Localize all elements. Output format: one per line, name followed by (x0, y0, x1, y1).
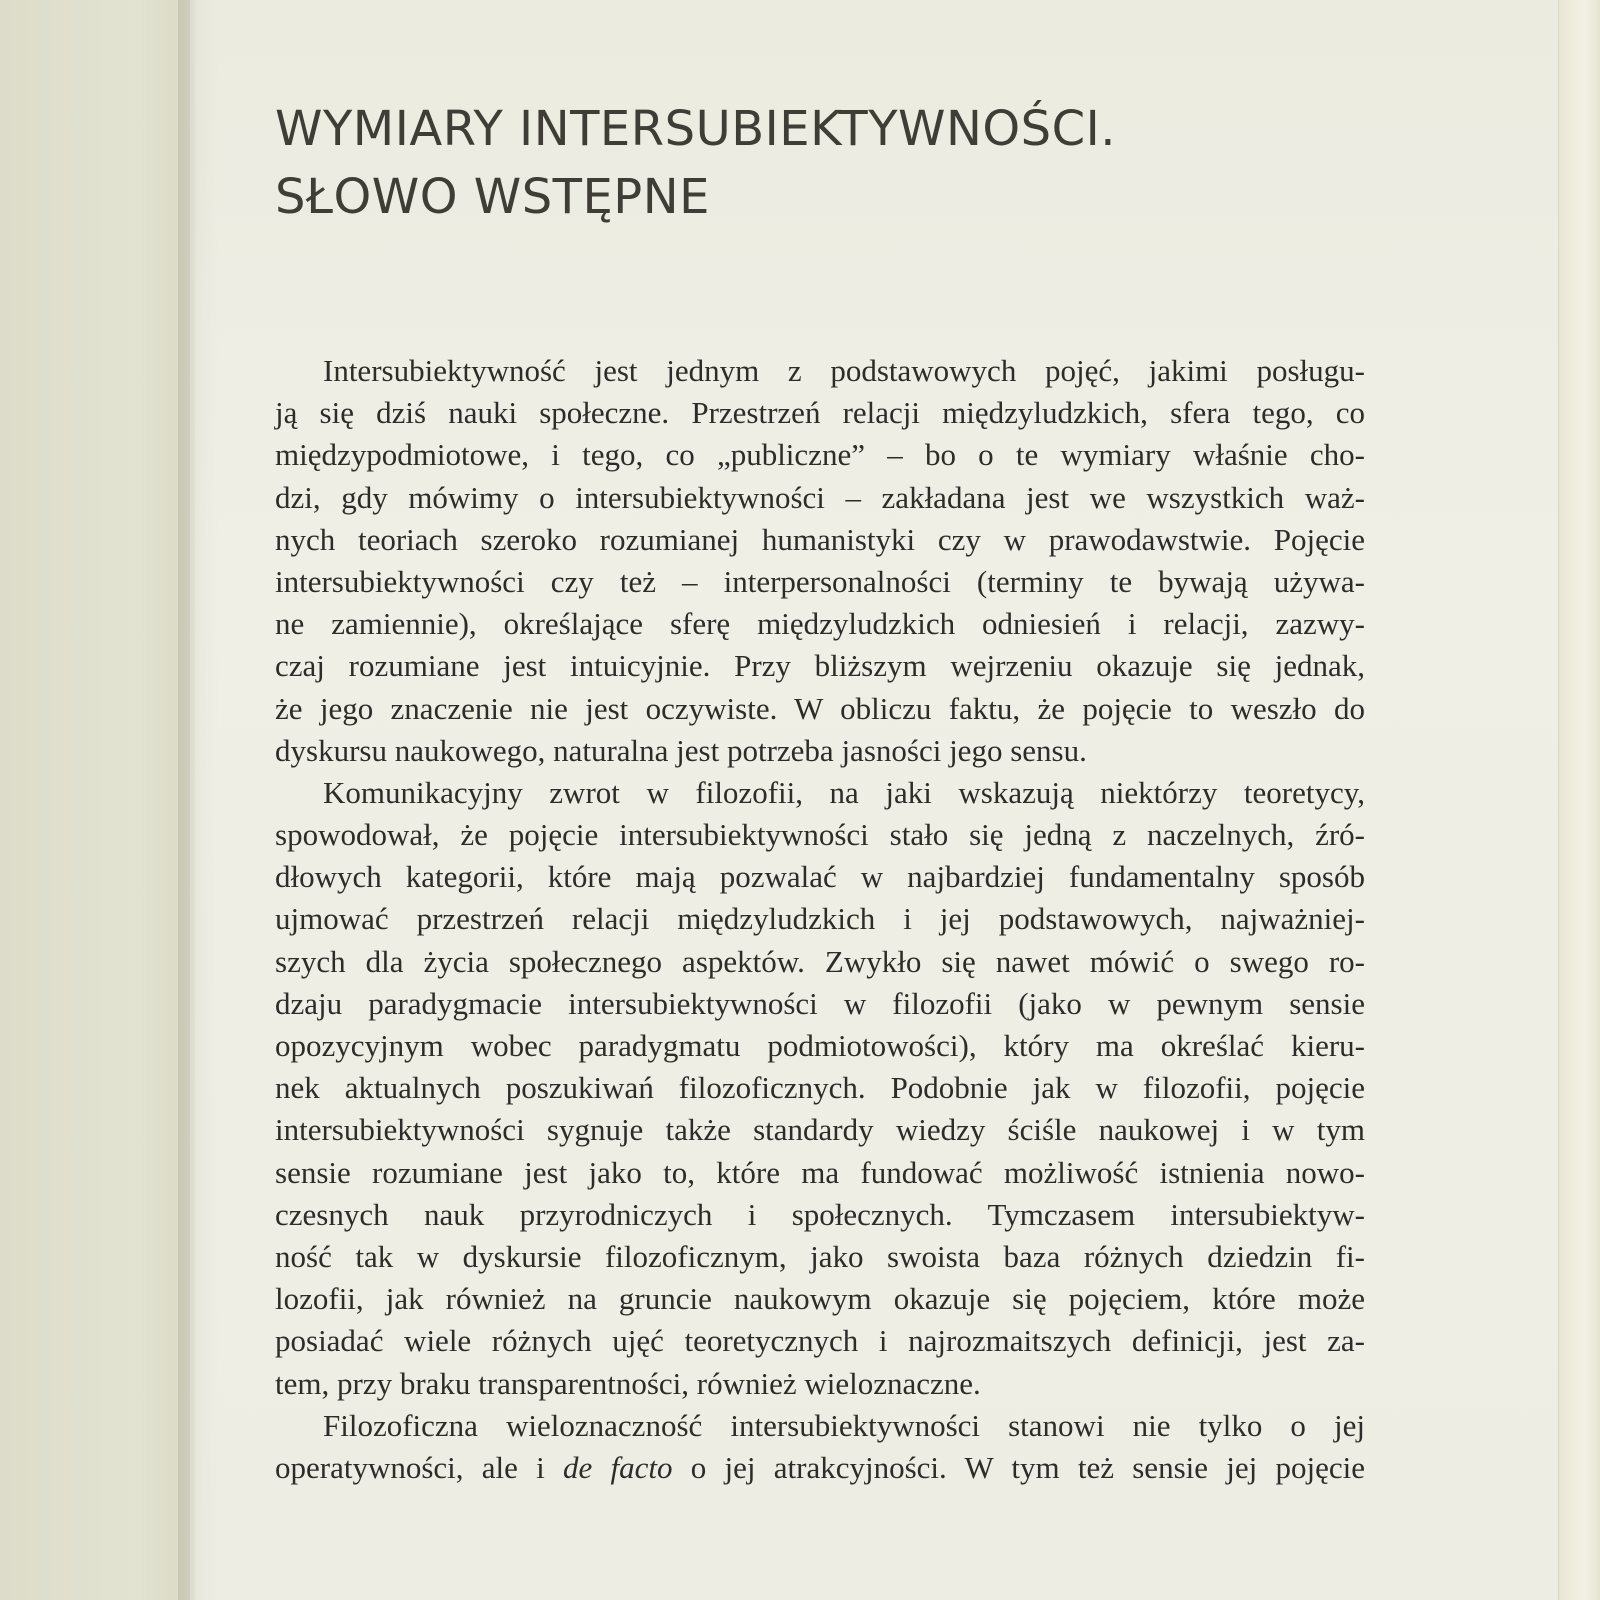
text-line: ne zamiennie), określające sferę międzyludzkich odniesień i relacji, zazwy- (275, 606, 1365, 642)
chapter-title-line-2: SŁOWO WSTĘPNE (275, 169, 710, 225)
text-line: lozofii, jak również na gruncie naukowym okazuje się pojęciem, które może (275, 1281, 1365, 1317)
text-line: posiadać wiele różnych ujęć teoretycznych i najrozmaitszych definicji, jest za- (275, 1323, 1365, 1359)
text-line-with-italic (275, 1447, 1365, 1489)
chapter-title (275, 95, 1116, 231)
text-line: dzi, gdy mówimy o intersubiektywności – zakładana jest we wszystkich waż- (275, 479, 1365, 515)
italic-phrase: de facto (563, 1449, 673, 1485)
right-page-edge (1558, 0, 1600, 1600)
text-line: Filozoficzna wieloznaczność intersubiektywności stanowi nie tylko o jej (323, 1407, 1365, 1443)
text-line: międzypodmiotowe, i tego, co „publiczne” – bo o te wymiary właśnie cho- (275, 437, 1365, 473)
chapter-title-line-1: WYMIARY INTERSUBIEKTYWNOŚCI. (275, 101, 1117, 157)
text-line: intersubiektywności sygnuje także standardy wiedzy ściśle naukowej i w tym (275, 1112, 1365, 1148)
text-line: czesnych nauk przyrodniczych i społecznych. Tymczasem intersubiektyw- (275, 1196, 1365, 1232)
text-line: czaj rozumiane jest intuicyjnie. Przy bliższym wejrzeniu okazuje się jednak, (275, 648, 1365, 684)
text-line: intersubiektywności czy też – interpersonalności (terminy te bywają używa- (275, 563, 1365, 599)
text-line: tem, przy braku transparentności, również wieloznaczne. (275, 1365, 981, 1401)
text-line: spowodował, że pojęcie intersubiektywności stało się jedną z naczelnych, źró- (275, 817, 1365, 853)
text-segment: operatywności, ale i (275, 1449, 564, 1485)
text-segment: o jej atrakcyjności. W tym też sensie jej pojęcie (672, 1449, 1365, 1485)
text-line: szych dla życia społecznego aspektów. Zwykło się nawet mówić o swego ro- (275, 943, 1365, 979)
text-line: ność tak w dyskursie filozoficznym, jako swoista baza różnych dziedzin fi- (275, 1238, 1365, 1274)
gutter-shadow (178, 0, 218, 1600)
text-line: Komunikacyjny zwrot w filozofii, na jaki wskazują niektórzy teoretycy, (323, 774, 1365, 810)
text-line: ją się dziś nauki społeczne. Przestrzeń relacji międzyludzkich, sfera tego, co (275, 395, 1365, 431)
text-line: sensie rozumiane jest jako to, które ma fundować możliwość istnienia nowo- (275, 1154, 1365, 1190)
text-line: że jego znaczenie nie jest oczywiste. W obliczu faktu, że pojęcie to weszło do (275, 690, 1365, 726)
text-line: opozycyjnym wobec paradygmatu podmiotowości), który ma określać kieru- (275, 1028, 1365, 1063)
left-page-edge (0, 0, 190, 1600)
text-line: dzaju paradygmacie intersubiektywności w filozofii (jako w pewnym sensie (275, 985, 1365, 1021)
text-line: Intersubiektywność jest jednym z podstawowych pojęć, jakimi posługu- (323, 353, 1365, 388)
text-line: nek aktualnych poszukiwań filozoficznych. Podobnie jak w filozofii, pojęcie (275, 1070, 1365, 1106)
text-line: nych teoriach szeroko rozumianej humanistyki czy w prawodawstwie. Pojęcie (275, 521, 1365, 557)
text-line: dyskursu naukowego, naturalna jest potrzeba jasności jego sensu. (275, 732, 1087, 768)
text-line: ujmować przestrzeń relacji międzyludzkich i jej podstawowych, najważniej- (275, 901, 1365, 937)
text-line: dłowych kategorii, które mają pozwalać w najbardziej fundamentalny sposób (275, 859, 1365, 895)
body-text (275, 350, 1365, 1489)
